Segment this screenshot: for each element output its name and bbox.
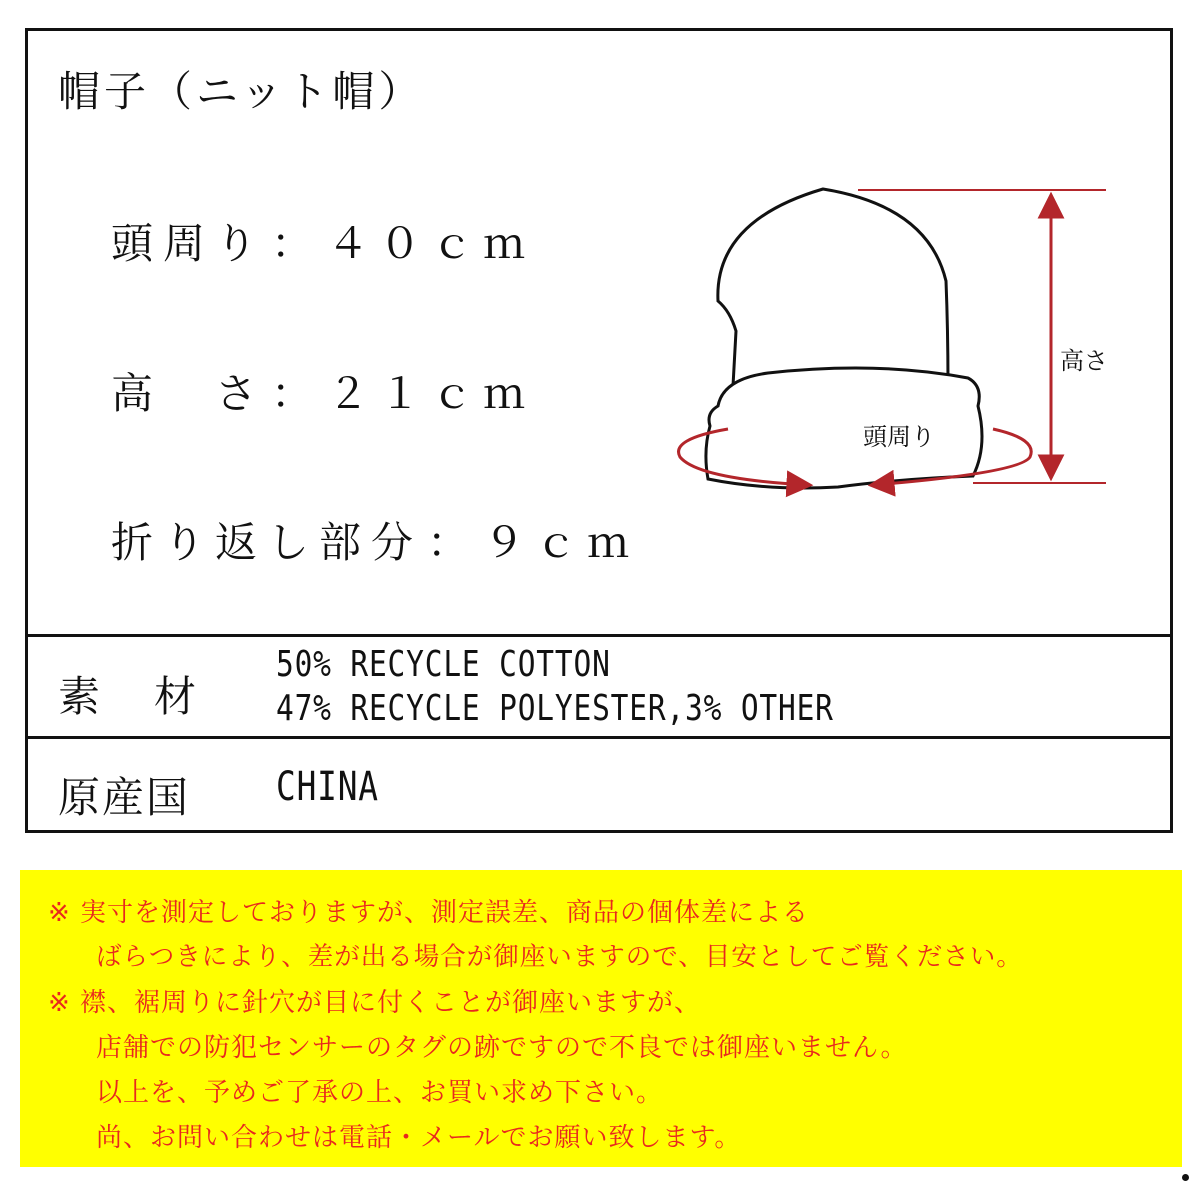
origin-value: CHINA (276, 764, 379, 810)
notice-line: ばらつきにより、差が出る場合が御座いますので、目安としてご覧ください。 (96, 942, 1023, 972)
notice-line: 尚、お問い合わせは電話・メールでお願い致します。 (96, 1123, 742, 1153)
spec-value: ２１ｃｍ (327, 369, 536, 418)
material-line: 50% RECYCLE COTTON (276, 644, 611, 685)
spec-value: ９ｃｍ (483, 518, 640, 567)
spec-label: 頭周り (111, 219, 268, 268)
knit-hat-diagram (648, 181, 1118, 541)
spec-value: ４０ｃｍ (327, 219, 536, 268)
notice-line: ※ 実寸を測定しておりますが、測定誤差、商品の個体差による (48, 898, 810, 928)
material-value (276, 643, 834, 731)
spec-label: 折り返し部分 (111, 518, 424, 567)
spec-separator: ： (271, 369, 324, 418)
spec-separator: ： (427, 518, 480, 567)
divider (28, 634, 1170, 637)
notice-line: 以上を、予めご了承の上、お買い求め下さい。 (96, 1078, 664, 1108)
corner-dot (1182, 1174, 1189, 1181)
knit-hat-icon (706, 189, 982, 488)
spec-table (25, 28, 1173, 833)
spec-separator: ： (271, 219, 324, 268)
spec-head-circumference (111, 211, 535, 271)
spec-height (111, 361, 535, 421)
height-label: 高さ (1060, 347, 1108, 375)
divider (28, 736, 1170, 739)
spec-label: 高 さ (111, 369, 268, 418)
material-label: 素 材 (58, 672, 203, 721)
notice-line: ※ 襟、裾周りに針穴が目に付くことが御座いますが、 (48, 988, 702, 1018)
circumference-label: 頭周り (863, 423, 935, 451)
spec-cuff (111, 510, 639, 570)
notice-line: 店舗での防犯センサーのタグの跡ですので不良では御座いません。 (96, 1033, 908, 1063)
size-section (28, 31, 1170, 634)
origin-label: 原産国 (58, 773, 191, 822)
notice-box (20, 870, 1182, 1167)
page-title: 帽子（ニット帽） (58, 67, 425, 116)
material-line: 47% RECYCLE POLYESTER,3% OTHER (276, 688, 834, 729)
